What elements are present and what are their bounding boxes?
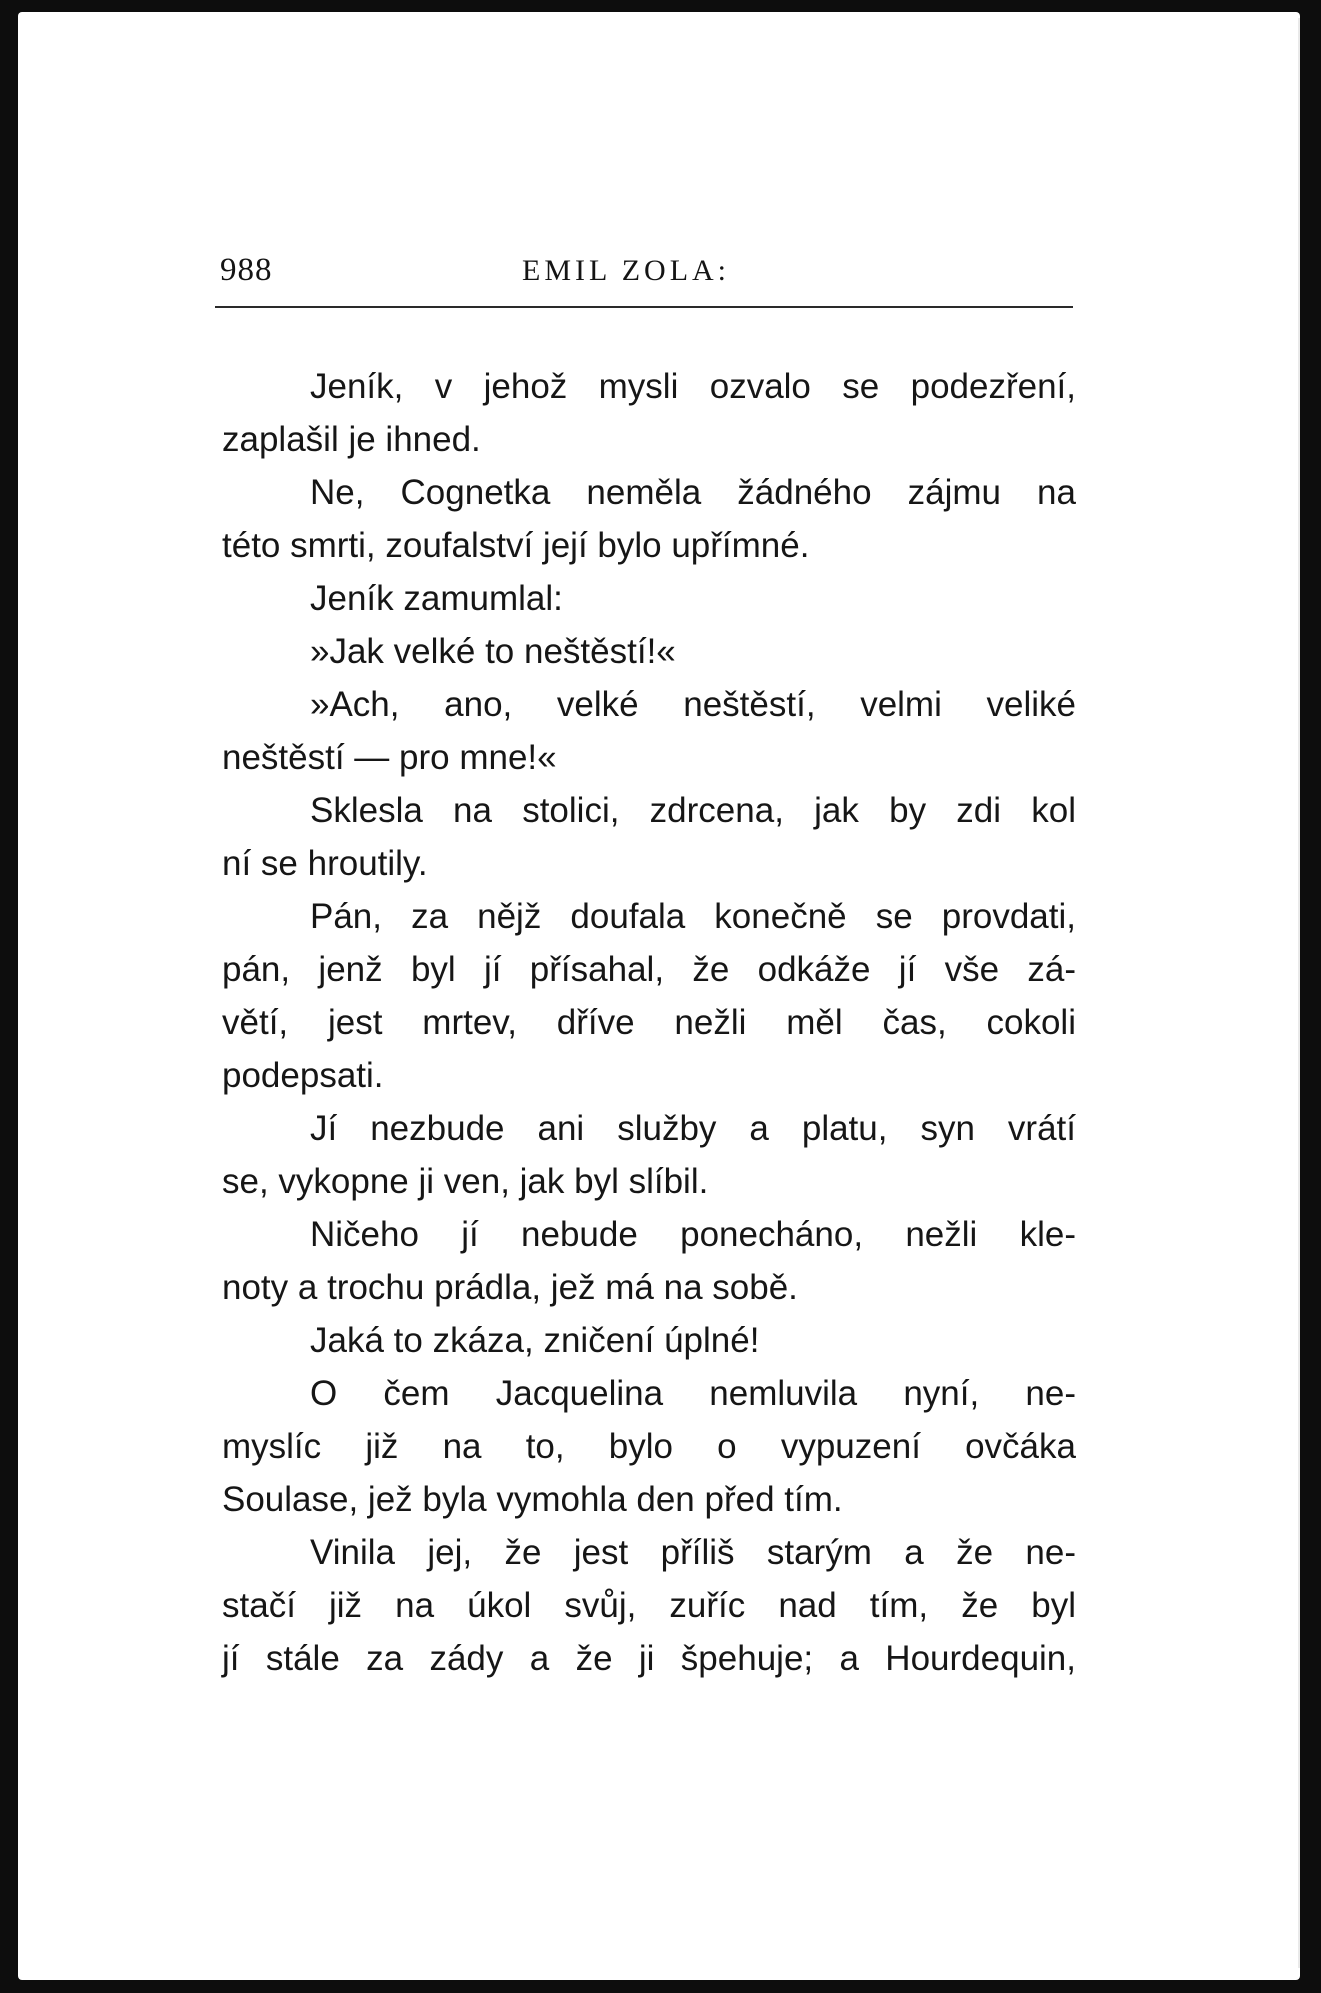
text-line: ní se hroutily. (222, 844, 428, 883)
text-line: noty a trochu prádla, jež má na sobě. (222, 1268, 798, 1307)
text-line: podepsati. (222, 1056, 384, 1095)
text-line: »Ach, ano, velké neštěstí, velmi veliké (310, 685, 1076, 724)
text-line: Pán, za nějž doufala konečně se provdati, (310, 897, 1076, 936)
page-number: 988 (220, 252, 273, 288)
text-line: Sklesla na stolici, zdrcena, jak by zdi kol (310, 791, 1076, 830)
text-line: větí, jest mrtev, dříve nežli měl čas, cokoli (222, 1003, 1076, 1042)
text-line: této smrti, zoufalství její bylo upřímné. (222, 526, 810, 565)
text-line: pán, jenž byl jí přísahal, že odkáže jí vše zá- (222, 950, 1076, 989)
body-text (222, 360, 1076, 1685)
text-line: »Jak velké to neštěstí!« (310, 632, 676, 671)
text-line: zaplašil je ihned. (222, 420, 481, 459)
text-line: Jeník zamumlal: (310, 579, 563, 618)
text-line: se, vykopne ji ven, jak byl slíbil. (222, 1162, 709, 1201)
text-line: O čem Jacquelina nemluvila nyní, ne- (310, 1374, 1076, 1413)
text-line: Jeník, v jehož mysli ozvalo se podezření, (310, 367, 1076, 406)
header-rule (215, 306, 1073, 308)
text-line: Ne, Cognetka neměla žádného zájmu na (310, 473, 1076, 512)
text-line: jí stále za zády a že ji špehuje; a Hourdequin, (222, 1639, 1076, 1678)
scan-border (1300, 0, 1321, 1993)
text-line: Jaká to zkáza, zničení úplné! (310, 1321, 760, 1360)
page-header (220, 252, 1076, 304)
text-line: stačí již na úkol svůj, zuříc nad tím, že byl (222, 1586, 1076, 1625)
text-line: Jí nezbude ani služby a platu, syn vrátí (310, 1109, 1076, 1148)
text-line: Soulase, jež byla vymohla den před tím. (222, 1480, 843, 1519)
text-line: Vinila jej, že jest příliš starým a že ne- (310, 1533, 1076, 1572)
running-head: EMIL ZOLA: (522, 254, 731, 287)
text-line: neštěstí — pro mne!« (222, 738, 557, 777)
text-line: Ničeho jí nebude ponecháno, nežli kle- (310, 1215, 1076, 1254)
text-line: myslíc již na to, bylo o vypuzení ovčáka (222, 1427, 1076, 1466)
